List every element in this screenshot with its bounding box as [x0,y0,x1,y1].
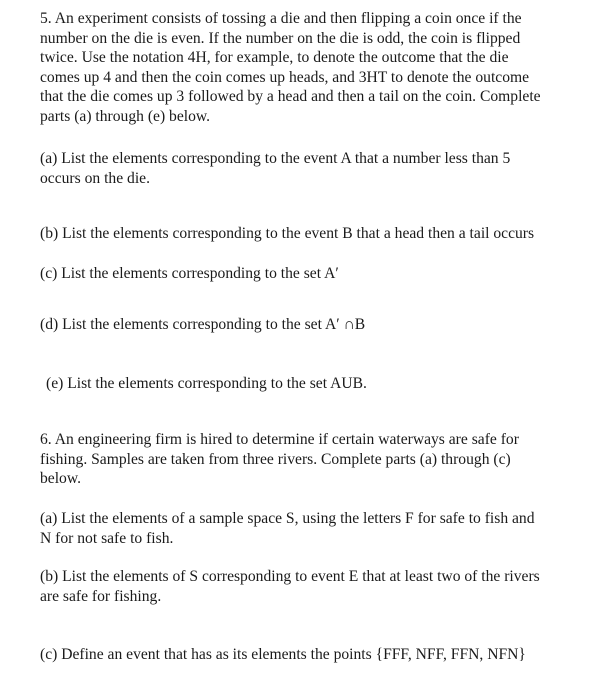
problem-5-part-a: (a) List the elements corresponding to the event A that a number less than 5 occurs on the die. [40,150,511,187]
problem-6-part-b: (b) List the elements of S corresponding to event E that at least two of the rivers are safe for fishing. [40,568,540,605]
problem-5-part-c: (c) List the elements corresponding to the set A′ [40,265,339,282]
problem-5-part-b: (b) List the elements corresponding to the event B that a head then a tail occurs [40,225,535,242]
problem-5-intro: 5. An experiment consists of tossing a die and then flipping a coin once if the number on the die is even. If the number on the die is odd, the coin is flipped twice. Use the notation 4H, for example, to denote the outcome that the die comes up 4 and then the coin comes up heads, and 3HT to denote the outcome that the die comes up 3 followed by a head and then a tail on the coin. Complete parts (a) through (e) below. [40,10,541,125]
problem-6-part-c: (c) Define an event that has as its elements the points {FFF, NFF, FFN, NFN} [40,646,526,663]
problem-6-part-a: (a) List the elements of a sample space S, using the letters F for safe to fish and N for not safe to fish. [40,510,535,547]
problem-5-part-e: (e) List the elements corresponding to the set AUB. [46,375,367,392]
problem-5-part-d: (d) List the elements corresponding to the set A′ ∩B [40,316,366,333]
problem-6-intro: 6. An engineering firm is hired to determine if certain waterways are safe for fishing. Samples are taken from three rivers. Complete parts (a) through (c) below. [40,431,519,488]
